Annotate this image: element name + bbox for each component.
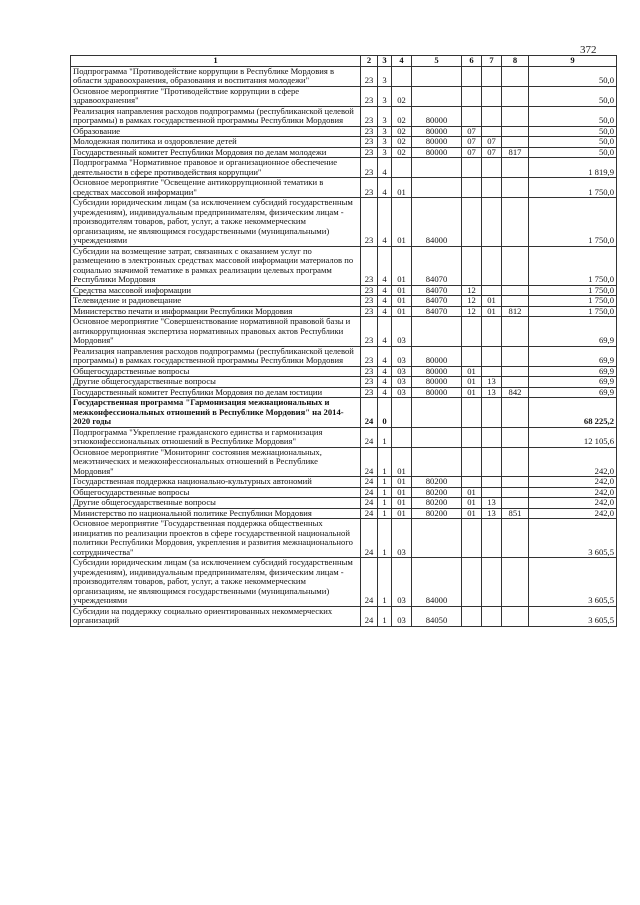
- row-name: Основное мероприятие "Мониторинг состояния межнациональных, межэтнических и межконфессиональных отношений в Республике Мордовия": [71, 447, 361, 477]
- table-row: [71, 447, 617, 477]
- row-name: Общегосударственные вопросы: [71, 366, 361, 377]
- row-col-2: 23: [361, 66, 378, 86]
- row-col-7: [482, 66, 502, 86]
- row-col-8: 812: [502, 306, 529, 317]
- row-col-3: 0: [378, 398, 392, 428]
- row-col-7: 01: [482, 296, 502, 307]
- table-row: [71, 317, 617, 347]
- row-col-5: 84050: [412, 606, 462, 626]
- row-name: Государственная поддержка национально-культурных автономий: [71, 477, 361, 488]
- row-col-8: 842: [502, 387, 529, 398]
- row-amount: 69,9: [529, 346, 617, 366]
- row-col-3: 4: [378, 285, 392, 296]
- row-amount: 1 750,0: [529, 306, 617, 317]
- row-col-2: 23: [361, 317, 378, 347]
- table-row: [71, 366, 617, 377]
- row-col-5: 80000: [412, 377, 462, 388]
- row-col-4: 01: [392, 508, 412, 519]
- row-col-2: 23: [361, 387, 378, 398]
- table-row: [71, 246, 617, 285]
- row-name: Государственный комитет Республики Мордовия по делам молодежи: [71, 147, 361, 158]
- row-col-8: 851: [502, 508, 529, 519]
- row-col-8: [502, 519, 529, 558]
- row-col-2: 23: [361, 137, 378, 148]
- row-col-8: [502, 158, 529, 178]
- table-row: [71, 346, 617, 366]
- row-col-6: 01: [462, 387, 482, 398]
- row-amount: 3 605,5: [529, 606, 617, 626]
- row-col-4: 02: [392, 86, 412, 106]
- header-col-6: 6: [462, 56, 482, 67]
- row-col-4: [392, 398, 412, 428]
- row-col-6: 01: [462, 487, 482, 498]
- table-row: [71, 126, 617, 137]
- table-row: [71, 158, 617, 178]
- row-col-3: 1: [378, 606, 392, 626]
- row-col-3: 1: [378, 498, 392, 509]
- row-col-2: 23: [361, 296, 378, 307]
- row-col-8: [502, 558, 529, 607]
- row-col-5: 80200: [412, 477, 462, 488]
- row-name: Молодежная политика и оздоровление детей: [71, 137, 361, 148]
- row-amount: 68 225,2: [529, 398, 617, 428]
- row-amount: 242,0: [529, 498, 617, 509]
- table-row: [71, 498, 617, 509]
- row-col-4: 02: [392, 126, 412, 137]
- row-col-5: [412, 398, 462, 428]
- row-col-3: 3: [378, 147, 392, 158]
- row-col-2: 23: [361, 366, 378, 377]
- row-amount: 3 605,5: [529, 558, 617, 607]
- row-col-5: [412, 158, 462, 178]
- row-col-2: 23: [361, 126, 378, 137]
- header-col-8: 8: [502, 56, 529, 67]
- row-col-5: 84070: [412, 306, 462, 317]
- row-col-3: 1: [378, 427, 392, 447]
- row-col-4: 03: [392, 366, 412, 377]
- row-name: Министерство по национальной политике Республики Мордовия: [71, 508, 361, 519]
- row-col-2: 24: [361, 519, 378, 558]
- row-col-4: 01: [392, 498, 412, 509]
- row-col-5: [412, 519, 462, 558]
- row-col-5: 80200: [412, 487, 462, 498]
- row-col-7: 07: [482, 137, 502, 148]
- row-name: Другие общегосударственные вопросы: [71, 377, 361, 388]
- row-col-5: [412, 427, 462, 447]
- row-col-8: [502, 398, 529, 428]
- row-col-8: [502, 137, 529, 148]
- row-col-7: [482, 519, 502, 558]
- row-col-3: 1: [378, 447, 392, 477]
- row-col-8: [502, 346, 529, 366]
- row-col-3: 3: [378, 66, 392, 86]
- table-row: [71, 487, 617, 498]
- row-name: Государственный комитет Республики Мордовия по делам юстиции: [71, 387, 361, 398]
- row-amount: 69,9: [529, 377, 617, 388]
- table-row: [71, 86, 617, 106]
- row-amount: 1 750,0: [529, 246, 617, 285]
- row-col-3: 4: [378, 198, 392, 247]
- header-col-2: 2: [361, 56, 378, 67]
- row-amount: 1 750,0: [529, 178, 617, 198]
- row-name: Подпрограмма "Укрепление гражданского единства и гармонизация этноконфессиональных отношений в Республике Мордовия": [71, 427, 361, 447]
- row-col-2: 23: [361, 106, 378, 126]
- row-amount: 1 750,0: [529, 285, 617, 296]
- row-col-3: 3: [378, 126, 392, 137]
- table-row: [71, 306, 617, 317]
- row-col-3: 4: [378, 317, 392, 347]
- row-col-5: 80000: [412, 147, 462, 158]
- row-col-4: 01: [392, 306, 412, 317]
- row-col-8: [502, 106, 529, 126]
- header-col-5: 5: [412, 56, 462, 67]
- row-col-7: 13: [482, 387, 502, 398]
- row-col-6: [462, 346, 482, 366]
- table-row: [71, 198, 617, 247]
- row-col-7: [482, 158, 502, 178]
- row-col-8: [502, 477, 529, 488]
- row-col-8: [502, 427, 529, 447]
- row-col-4: 03: [392, 346, 412, 366]
- row-col-5: 84070: [412, 246, 462, 285]
- row-col-5: 80000: [412, 137, 462, 148]
- row-col-5: [412, 86, 462, 106]
- row-col-7: [482, 398, 502, 428]
- table-row: [71, 106, 617, 126]
- row-name: Субсидии на поддержку социально ориентированных некоммерческих организаций: [71, 606, 361, 626]
- row-col-3: 3: [378, 106, 392, 126]
- table-row: [71, 477, 617, 488]
- table-row: [71, 427, 617, 447]
- row-amount: 69,9: [529, 317, 617, 347]
- row-col-5: 84000: [412, 558, 462, 607]
- row-col-7: 13: [482, 498, 502, 509]
- row-col-8: [502, 377, 529, 388]
- row-col-5: 80200: [412, 508, 462, 519]
- row-col-4: [392, 158, 412, 178]
- row-col-7: [482, 477, 502, 488]
- row-amount: 12 105,6: [529, 427, 617, 447]
- row-col-3: 4: [378, 296, 392, 307]
- page-number: 372: [580, 44, 597, 56]
- header-col-4: 4: [392, 56, 412, 67]
- row-name: Средства массовой информации: [71, 285, 361, 296]
- row-col-7: [482, 427, 502, 447]
- row-name: Телевидение и радиовещание: [71, 296, 361, 307]
- row-name: Подпрограмма "Противодействие коррупции в Республике Мордовия в области здравоохранения, образования и воспитания молодежи": [71, 66, 361, 86]
- row-col-6: [462, 447, 482, 477]
- row-col-6: 01: [462, 498, 482, 509]
- table-header-row: [71, 56, 617, 67]
- row-col-4: 01: [392, 447, 412, 477]
- header-col-3: 3: [378, 56, 392, 67]
- row-col-8: [502, 317, 529, 347]
- row-col-7: [482, 86, 502, 106]
- row-amount: 242,0: [529, 477, 617, 488]
- row-col-8: [502, 126, 529, 137]
- row-col-4: 01: [392, 246, 412, 285]
- row-name: Образование: [71, 126, 361, 137]
- row-amount: 50,0: [529, 147, 617, 158]
- row-col-8: [502, 447, 529, 477]
- row-col-8: 817: [502, 147, 529, 158]
- row-col-8: [502, 606, 529, 626]
- row-col-4: [392, 427, 412, 447]
- row-amount: 50,0: [529, 106, 617, 126]
- row-col-3: 4: [378, 366, 392, 377]
- row-col-6: [462, 158, 482, 178]
- row-col-2: 24: [361, 398, 378, 428]
- row-col-2: 23: [361, 306, 378, 317]
- row-name: Основное мероприятие "Освещение антикоррупционной тематики в средствах массовой информации": [71, 178, 361, 198]
- row-col-7: 01: [482, 306, 502, 317]
- row-col-2: 23: [361, 86, 378, 106]
- budget-table: [70, 55, 617, 627]
- row-col-7: [482, 126, 502, 137]
- row-col-3: 4: [378, 306, 392, 317]
- row-col-4: 01: [392, 178, 412, 198]
- row-col-5: 84070: [412, 285, 462, 296]
- row-col-6: [462, 606, 482, 626]
- row-col-7: [482, 606, 502, 626]
- row-col-6: 07: [462, 137, 482, 148]
- row-col-7: [482, 246, 502, 285]
- row-col-7: [482, 198, 502, 247]
- row-col-7: [482, 447, 502, 477]
- row-col-4: 01: [392, 296, 412, 307]
- row-col-4: 01: [392, 285, 412, 296]
- row-col-6: 12: [462, 296, 482, 307]
- row-col-5: 80200: [412, 498, 462, 509]
- row-col-6: 01: [462, 377, 482, 388]
- row-col-3: 1: [378, 558, 392, 607]
- header-col-7: 7: [482, 56, 502, 67]
- row-amount: 50,0: [529, 137, 617, 148]
- row-col-6: 12: [462, 306, 482, 317]
- row-col-7: 13: [482, 508, 502, 519]
- table-body: [71, 66, 617, 626]
- row-col-4: 01: [392, 198, 412, 247]
- row-col-6: [462, 477, 482, 488]
- row-amount: 1 819,9: [529, 158, 617, 178]
- row-name: Реализация направления расходов подпрограммы (республиканской целевой программы) в рамках государственной программы Республики Мордовия: [71, 106, 361, 126]
- row-col-3: 3: [378, 137, 392, 148]
- row-col-6: [462, 558, 482, 607]
- row-col-8: [502, 178, 529, 198]
- row-col-2: 24: [361, 606, 378, 626]
- table-row: [71, 558, 617, 607]
- row-col-8: [502, 86, 529, 106]
- row-col-6: [462, 198, 482, 247]
- row-col-5: 80000: [412, 387, 462, 398]
- row-col-4: 02: [392, 137, 412, 148]
- table-row: [71, 377, 617, 388]
- table-row: [71, 387, 617, 398]
- row-col-2: 23: [361, 346, 378, 366]
- row-col-6: [462, 246, 482, 285]
- row-amount: 3 605,5: [529, 519, 617, 558]
- row-name: Подпрограмма "Нормативное правовое и организационное обеспечение деятельности в сфере противодействия коррупции": [71, 158, 361, 178]
- row-col-7: [482, 346, 502, 366]
- row-col-2: 23: [361, 147, 378, 158]
- row-col-6: 01: [462, 366, 482, 377]
- row-col-8: [502, 246, 529, 285]
- row-col-6: [462, 178, 482, 198]
- row-col-7: [482, 178, 502, 198]
- row-col-3: 1: [378, 487, 392, 498]
- row-col-4: 03: [392, 387, 412, 398]
- row-col-7: [482, 366, 502, 377]
- row-col-2: 24: [361, 477, 378, 488]
- row-col-6: [462, 427, 482, 447]
- row-name: Реализация направления расходов подпрограммы (республиканской целевой программы) в рамках государственной программы Республики Мордовия: [71, 346, 361, 366]
- row-amount: 50,0: [529, 86, 617, 106]
- row-col-4: 03: [392, 519, 412, 558]
- row-col-5: 80000: [412, 346, 462, 366]
- row-amount: 50,0: [529, 126, 617, 137]
- row-col-4: 01: [392, 487, 412, 498]
- row-col-4: [392, 66, 412, 86]
- row-col-2: 24: [361, 487, 378, 498]
- row-col-5: [412, 447, 462, 477]
- row-col-6: 07: [462, 147, 482, 158]
- row-col-3: 4: [378, 178, 392, 198]
- row-amount: 242,0: [529, 447, 617, 477]
- row-amount: 242,0: [529, 487, 617, 498]
- row-col-7: [482, 285, 502, 296]
- row-col-6: 07: [462, 126, 482, 137]
- row-col-4: 01: [392, 477, 412, 488]
- row-col-2: 24: [361, 558, 378, 607]
- row-col-8: [502, 66, 529, 86]
- row-col-2: 24: [361, 508, 378, 519]
- row-name: Общегосударственные вопросы: [71, 487, 361, 498]
- row-name: Основное мероприятие "Противодействие коррупции в сфере здравоохранения": [71, 86, 361, 106]
- row-col-4: 02: [392, 147, 412, 158]
- table-row: [71, 285, 617, 296]
- table-row: [71, 178, 617, 198]
- row-col-8: [502, 498, 529, 509]
- row-col-8: [502, 296, 529, 307]
- row-col-7: [482, 317, 502, 347]
- row-col-7: [482, 487, 502, 498]
- row-amount: 1 750,0: [529, 198, 617, 247]
- row-col-3: 1: [378, 508, 392, 519]
- row-name: Основное мероприятие "Совершенствование нормативной правовой базы и антикоррупционная экспертиза нормативных правовых актов Республики Мордовия": [71, 317, 361, 347]
- row-col-2: 23: [361, 285, 378, 296]
- row-col-7: 13: [482, 377, 502, 388]
- row-col-5: [412, 317, 462, 347]
- row-col-2: 23: [361, 178, 378, 198]
- row-col-5: 84000: [412, 198, 462, 247]
- table-row: [71, 519, 617, 558]
- row-col-2: 23: [361, 377, 378, 388]
- row-col-8: [502, 487, 529, 498]
- row-col-2: 24: [361, 447, 378, 477]
- row-col-6: [462, 106, 482, 126]
- row-col-3: 4: [378, 346, 392, 366]
- row-col-6: 12: [462, 285, 482, 296]
- row-col-3: 1: [378, 477, 392, 488]
- row-col-6: [462, 317, 482, 347]
- row-col-3: 4: [378, 246, 392, 285]
- row-amount: 69,9: [529, 387, 617, 398]
- row-name: Государственная программа "Гармонизация межнациональных и межконфессиональных отношений в Республике Мордовия" на 2014-2020 годы: [71, 398, 361, 428]
- row-name: Субсидии на возмещение затрат, связанных с оказанием услуг по размещению в электронных средствах массовой информации материалов по социально значимой тематике в рамках реализации целевых программ Республики Мордовия: [71, 246, 361, 285]
- row-col-4: 03: [392, 377, 412, 388]
- row-col-6: [462, 86, 482, 106]
- row-col-8: [502, 366, 529, 377]
- row-col-4: 03: [392, 317, 412, 347]
- row-col-5: 80000: [412, 106, 462, 126]
- row-col-3: 4: [378, 158, 392, 178]
- row-amount: 50,0: [529, 66, 617, 86]
- row-col-6: 01: [462, 508, 482, 519]
- row-col-2: 24: [361, 427, 378, 447]
- row-name: Субсидии юридическим лицам (за исключением субсидий государственным учреждениям), индивидуальным предпринимателям, физическим лицам - производителям товаров, работ, услуг, а также некоммерческим организациям, не являющимся государственными (муниципальными) учреждениями: [71, 558, 361, 607]
- table-row: [71, 606, 617, 626]
- row-col-3: 3: [378, 86, 392, 106]
- table-row: [71, 66, 617, 86]
- table-row: [71, 508, 617, 519]
- table-row: [71, 398, 617, 428]
- header-col-1: 1: [71, 56, 361, 67]
- row-name: Министерство печати и информации Республики Мордовия: [71, 306, 361, 317]
- row-col-5: 80000: [412, 366, 462, 377]
- row-name: Другие общегосударственные вопросы: [71, 498, 361, 509]
- row-col-2: 23: [361, 198, 378, 247]
- row-col-5: [412, 178, 462, 198]
- row-col-3: 1: [378, 519, 392, 558]
- row-col-5: 80000: [412, 126, 462, 137]
- row-col-2: 23: [361, 246, 378, 285]
- row-col-3: 4: [378, 387, 392, 398]
- row-col-2: 23: [361, 158, 378, 178]
- row-col-7: 07: [482, 147, 502, 158]
- row-col-4: 03: [392, 558, 412, 607]
- row-col-6: [462, 66, 482, 86]
- table-row: [71, 296, 617, 307]
- row-amount: 1 750,0: [529, 296, 617, 307]
- row-col-4: 02: [392, 106, 412, 126]
- row-col-5: [412, 66, 462, 86]
- row-col-4: 03: [392, 606, 412, 626]
- row-col-7: [482, 106, 502, 126]
- row-col-7: [482, 558, 502, 607]
- header-col-9: 9: [529, 56, 617, 67]
- table-row: [71, 137, 617, 148]
- row-col-6: [462, 398, 482, 428]
- row-col-3: 4: [378, 377, 392, 388]
- row-amount: 69,9: [529, 366, 617, 377]
- row-amount: 242,0: [529, 508, 617, 519]
- row-col-2: 24: [361, 498, 378, 509]
- row-col-8: [502, 285, 529, 296]
- row-name: Субсидии юридическим лицам (за исключением субсидий государственным учреждениям), индивидуальным предпринимателям, физическим лицам - производителям товаров, работ, услуг, а также некоммерческим организациям, не являющимся государственными (муниципальными) учреждениями: [71, 198, 361, 247]
- table-row: [71, 147, 617, 158]
- row-col-8: [502, 198, 529, 247]
- row-col-6: [462, 519, 482, 558]
- row-name: Основное мероприятие "Государственная поддержка общественных инициатив по реализации проектов в сфере государственной национальной политики Республики Мордовия, укрепления и развития межнационального сотрудничества": [71, 519, 361, 558]
- row-col-5: 84070: [412, 296, 462, 307]
